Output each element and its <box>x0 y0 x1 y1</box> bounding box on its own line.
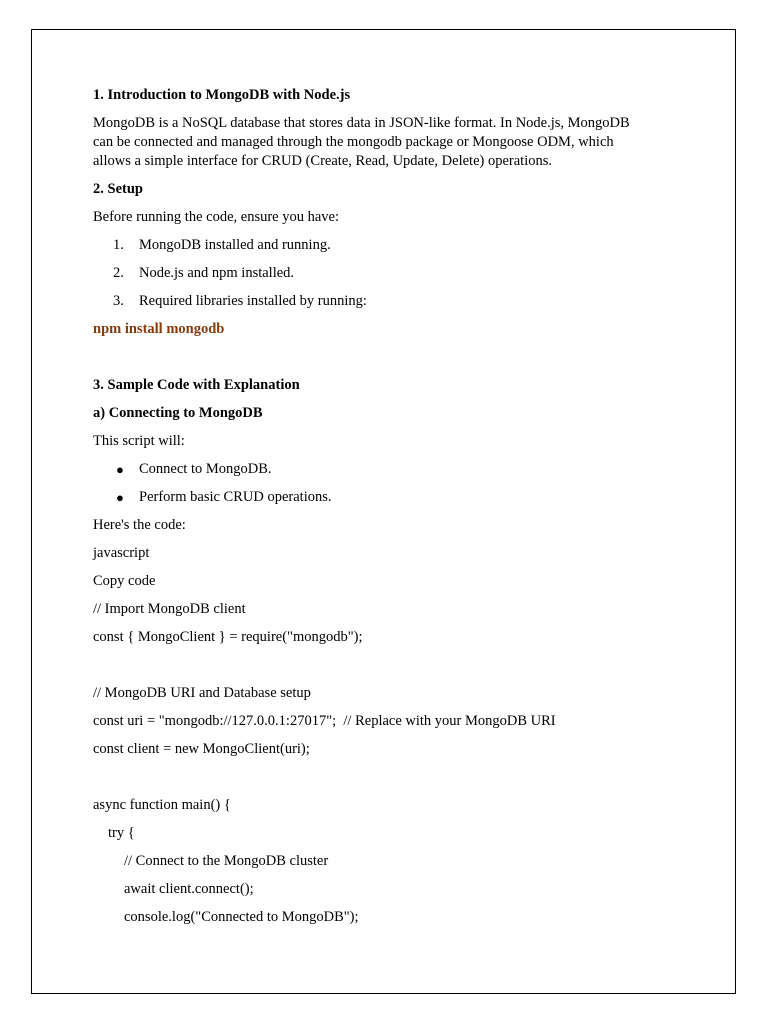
code-line: const uri = "mongodb://127.0.0.1:27017"; // Replace with your MongoDB URI <box>93 713 556 729</box>
code-line: await client.connect(); <box>124 881 254 897</box>
script-list <box>93 460 683 507</box>
code-line: // MongoDB URI and Database setup <box>93 685 311 701</box>
heading-introduction: 1. Introduction to MongoDB with Node.js <box>93 87 351 103</box>
script-intro: This script will: <box>93 433 185 449</box>
list-item <box>93 264 683 283</box>
list-item <box>93 460 683 479</box>
code-line: try { <box>108 825 135 841</box>
code-line: // Import MongoDB client <box>93 601 246 617</box>
list-item <box>93 292 683 311</box>
document-body <box>93 86 683 936</box>
list-item <box>93 488 683 507</box>
code-block <box>93 600 683 927</box>
intro-paragraph <box>93 114 683 171</box>
list-number: 2. <box>113 265 124 281</box>
list-item-text: MongoDB installed and running. <box>139 237 331 253</box>
heading-sample-code: 3. Sample Code with Explanation <box>93 377 300 393</box>
code-line: // Connect to the MongoDB cluster <box>124 853 329 869</box>
code-intro: Here's the code: <box>93 517 186 533</box>
code-line-blank <box>93 768 683 787</box>
intro-line: allows a simple interface for CRUD (Create, Read, Update, Delete) operations. <box>93 153 553 169</box>
list-item-text: Connect to MongoDB. <box>139 461 272 477</box>
setup-intro: Before running the code, ensure you have: <box>93 209 340 225</box>
subheading-connecting: a) Connecting to MongoDB <box>93 405 263 421</box>
code-line: console.log("Connected to MongoDB"); <box>124 909 359 925</box>
bullet-icon: ● <box>116 490 124 505</box>
code-line: const client = new MongoClient(uri); <box>93 741 310 757</box>
list-item-text: Required libraries installed by running: <box>139 293 367 309</box>
list-number: 3. <box>113 293 124 309</box>
list-number: 1. <box>113 237 124 253</box>
install-command: npm install mongodb <box>93 321 225 337</box>
intro-line: can be connected and managed through the mongodb package or Mongoose ODM, which <box>93 134 614 150</box>
code-line-blank <box>93 656 683 675</box>
bullet-icon: ● <box>116 462 124 477</box>
copy-code-label: Copy code <box>93 573 156 589</box>
list-item <box>93 236 683 255</box>
code-line: async function main() { <box>93 797 231 813</box>
setup-list <box>93 236 683 311</box>
code-line: const { MongoClient } = require("mongodb"); <box>93 629 363 645</box>
list-item-text: Node.js and npm installed. <box>139 265 295 281</box>
code-language-label: javascript <box>93 545 150 561</box>
heading-setup: 2. Setup <box>93 181 143 197</box>
list-item-text: Perform basic CRUD operations. <box>139 489 332 505</box>
intro-line: MongoDB is a NoSQL database that stores data in JSON-like format. In Node.js, MongoDB <box>93 115 630 131</box>
